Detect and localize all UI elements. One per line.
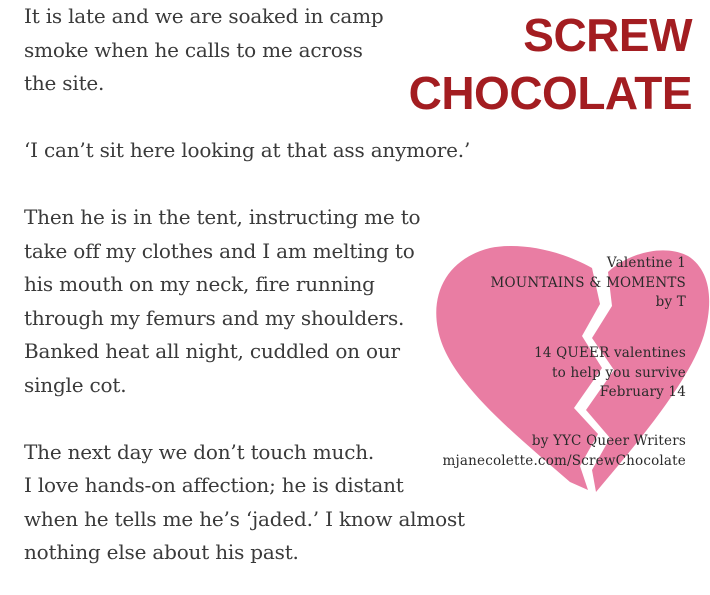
series-line-3: February 14 bbox=[599, 384, 686, 400]
poem-line: the site. bbox=[24, 71, 105, 95]
publisher-info bbox=[442, 432, 686, 471]
poem-line: Then he is in the tent, instructing me to bbox=[24, 205, 421, 229]
poem-line: when he tells me he’s ‘jaded.’ I know almost bbox=[24, 506, 465, 531]
poem-line: his mouth on my neck, fire running bbox=[24, 272, 375, 296]
publisher-url: mjanecolette.com/ScrewChocolate bbox=[442, 452, 686, 469]
valentine-poem-title: MOUNTAINS & MOMENTS bbox=[490, 274, 686, 291]
poem-line: nothing else about his past. bbox=[24, 540, 299, 564]
publisher-name: by YYC Queer Writers bbox=[531, 433, 686, 449]
valentine-byline: by T bbox=[655, 294, 686, 310]
valentine-info bbox=[490, 254, 686, 313]
title-line-1: SCREW bbox=[523, 9, 692, 61]
poem-line: The next day we don’t touch much. bbox=[24, 439, 375, 464]
series-line-2: to help you survive bbox=[552, 364, 686, 381]
poem-gap bbox=[24, 168, 494, 202]
poem-line: take off my clothes and I am melting to bbox=[24, 238, 415, 263]
poem-line: Banked heat all night, cuddled on our bbox=[24, 339, 400, 363]
poem-line: smoke when he calls to me across bbox=[24, 37, 363, 62]
series-line-1: 14 QUEER valentines bbox=[534, 345, 686, 361]
poem-line: single cot. bbox=[24, 372, 127, 397]
page-title bbox=[409, 6, 692, 122]
poem-line: It is late and we are soaked in camp bbox=[24, 4, 384, 28]
poem-line: through my femurs and my shoulders. bbox=[24, 305, 405, 330]
title-line-2: CHOCOLATE bbox=[408, 67, 692, 119]
poem-line: ‘I can’t sit here looking at that ass anymore.’ bbox=[24, 138, 471, 162]
poem-line: I love hands-on affection; he is distant bbox=[24, 473, 404, 497]
series-info bbox=[534, 344, 686, 403]
valentine-number: Valentine 1 bbox=[606, 255, 686, 271]
